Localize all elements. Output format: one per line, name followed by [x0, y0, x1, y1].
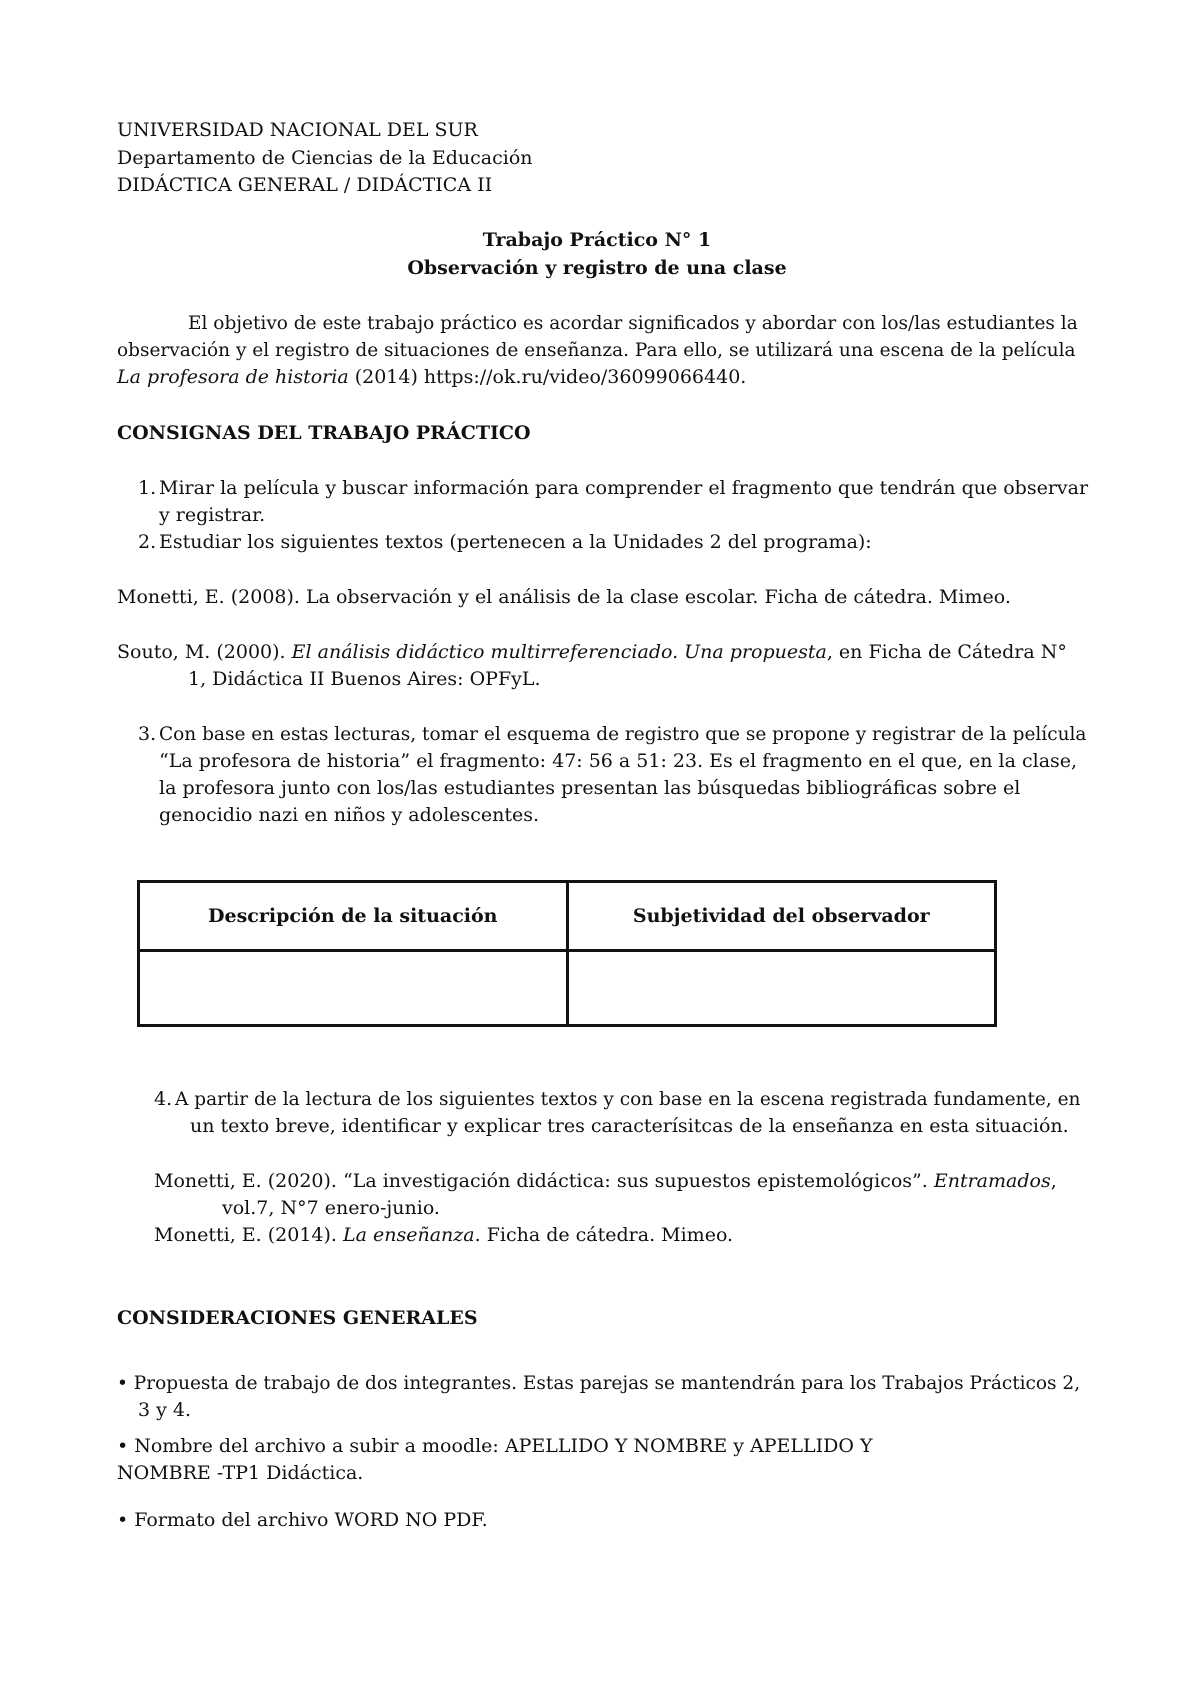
- item-3-line-2: “La profesora de historia” el fragmento: 47: 56 a 51: 23. Es el fragmento en el que, en la clase,: [159, 750, 1078, 772]
- reference-monetti-2014: [154, 1222, 733, 1249]
- item-3-line-1: Con base en estas lecturas, tomar el esquema de registro que se propone y registrar de la película: [159, 724, 1087, 745]
- table-header-row: [139, 882, 996, 951]
- table-header-subjetividad: Subjetividad del observador: [567, 882, 996, 951]
- item-2-number: 2.: [138, 531, 157, 553]
- reference-souto-line-2: 1, Didáctica II Buenos Aires: OPFyL.: [188, 668, 541, 690]
- item-4-number: 4.: [154, 1088, 173, 1110]
- ref3-journal: Entramados: [933, 1170, 1051, 1192]
- item-1-line-2: y registrar.: [159, 504, 266, 526]
- ref3-author: Monetti, E. (2020). “La investigación didáctica: sus supuestos epistemológicos”.: [154, 1170, 934, 1192]
- consignas-heading: CONSIGNAS DEL TRABAJO PRÁCTICO: [117, 422, 531, 444]
- ref2-author: Souto, M. (2000).: [117, 641, 292, 663]
- bullet-2-line-1: • Nombre del archivo a subir a moodle: APELLIDO Y NOMBRE y APELLIDO Y: [117, 1435, 873, 1457]
- ref3-comma: ,: [1050, 1170, 1057, 1192]
- item-4-line-1: A partir de la lectura de los siguientes textos y con base en la escena registrada fundamente, en: [175, 1089, 1081, 1110]
- item-3-number: 3.: [138, 723, 157, 745]
- bullet-1-line-2: 3 y 4.: [138, 1399, 192, 1421]
- subject-name: DIDÁCTICA GENERAL / DIDÁCTICA II: [117, 174, 493, 196]
- reference-souto-2000: [117, 639, 1067, 666]
- ref4-rest: . Ficha de cátedra. Mimeo.: [474, 1224, 734, 1246]
- consideraciones-heading: CONSIDERACIONES GENERALES: [117, 1307, 478, 1329]
- ref4-author: Monetti, E. (2014).: [154, 1224, 344, 1246]
- bullet-1-line-1: • Propuesta de trabajo de dos integrantes. Estas parejas se mantendrán para los Trabajos Prácticos 2,: [117, 1373, 1081, 1394]
- page-title: Trabajo Práctico N° 1: [482, 229, 712, 251]
- registro-table: [137, 880, 997, 1027]
- ref4-title: La enseñanza: [343, 1224, 475, 1246]
- intro-line-2: observación y el registro de situaciones de enseñanza. Para ello, se utilizará una escena de la película: [117, 340, 1076, 361]
- university-name: UNIVERSIDAD NACIONAL DEL SUR: [117, 119, 478, 141]
- item-4-line-2: un texto breve, identificar y explicar tres caracterísitcas de la enseñanza en esta situación.: [190, 1115, 1069, 1137]
- intro-line-3: [117, 364, 746, 391]
- table-header-descripcion: Descripción de la situación: [139, 882, 568, 951]
- ref2-title: El análisis didáctico multirreferenciado. Una propuesta: [291, 641, 827, 663]
- ref2-rest: , en Ficha de Cátedra N°: [826, 641, 1067, 663]
- intro-line-1: El objetivo de este trabajo práctico es acordar significados y abordar con los/las estudiantes la: [188, 313, 1078, 334]
- table-row: [139, 951, 996, 1026]
- item-1-number: 1.: [138, 477, 157, 499]
- reference-monetti-2020: [154, 1168, 1057, 1195]
- item-3-line-3: la profesora junto con los/las estudiantes presentan las búsquedas bibliográficas sobre el: [159, 777, 1021, 799]
- item-3-line-4: genocidio nazi en niños y adolescentes.: [159, 804, 540, 826]
- item-2-line-1: Estudiar los siguientes textos (pertenecen a la Unidades 2 del programa):: [159, 531, 872, 553]
- page-subtitle: Observación y registro de una clase: [407, 257, 787, 279]
- item-1-line-1: Mirar la película y buscar información para comprender el fragmento que tendrán que observar: [159, 477, 1089, 499]
- bullet-3-line-1: • Formato del archivo WORD NO PDF.: [117, 1509, 488, 1531]
- film-link: (2014) https://ok.ru/video/36099066440.: [348, 366, 747, 388]
- reference-monetti-2020-line-2: vol.7, N°7 enero-junio.: [222, 1197, 440, 1219]
- bullet-2-line-2: NOMBRE -TP1 Didáctica.: [117, 1462, 364, 1484]
- film-title: La profesora de historia: [117, 366, 349, 388]
- department-name: Departamento de Ciencias de la Educación: [117, 147, 533, 169]
- table-cell-empty: [567, 951, 996, 1026]
- table-cell-empty: [139, 951, 568, 1026]
- reference-monetti-2008: Monetti, E. (2008). La observación y el análisis de la clase escolar. Ficha de cátedra. Mimeo.: [117, 586, 1011, 608]
